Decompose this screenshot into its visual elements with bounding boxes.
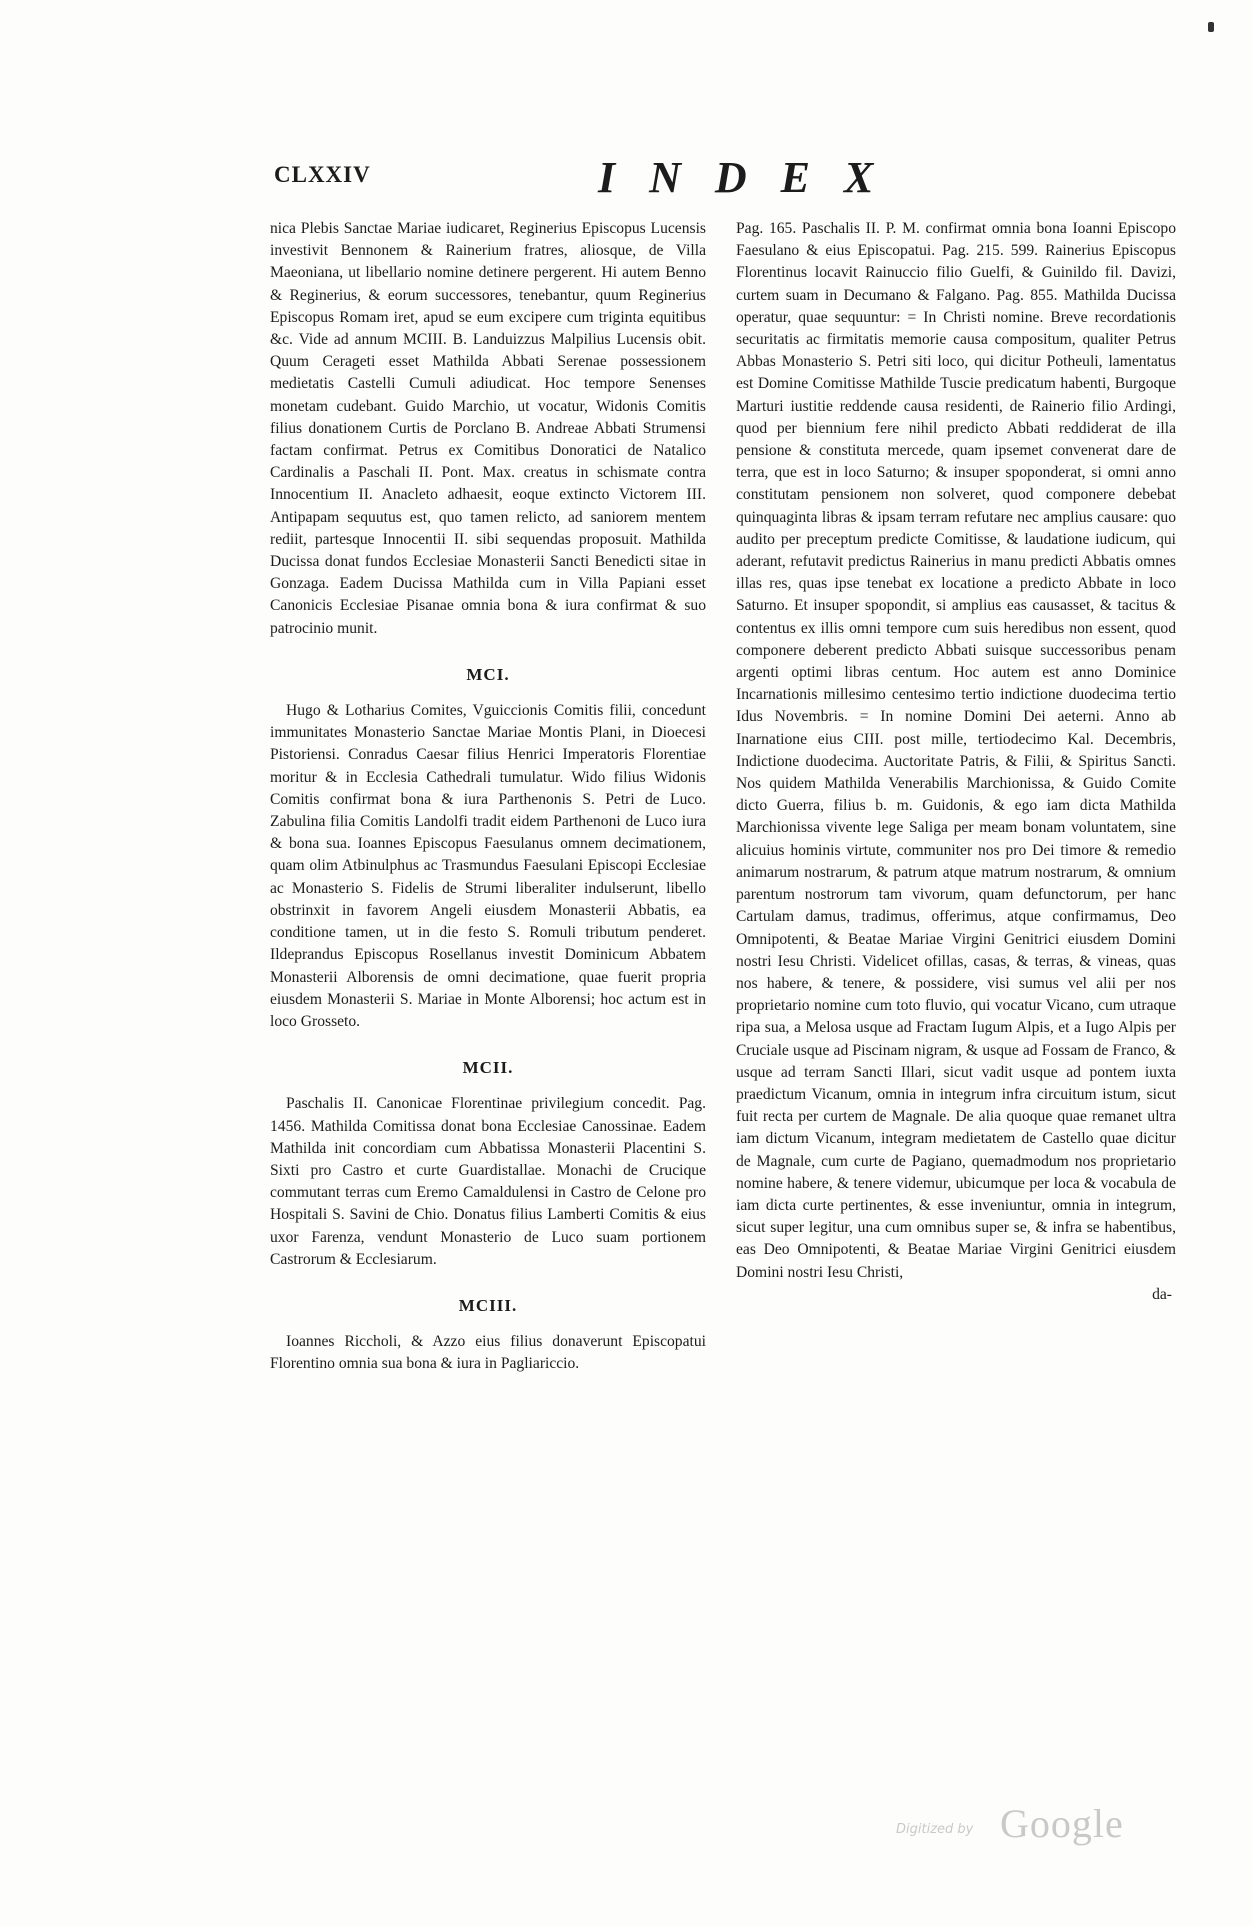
right-column — [736, 218, 1176, 1306]
year-paragraph-mci: Hugo & Lotharius Comites, Vguiccionis Comitis filii, concedunt immunitates Monasterio Sanctae Mariae Montis Plani, in Dioecesi Pistoriensi. Conradus Caesar filius Henrici Imperatoris Florentiae moritur & in Ecclesia Cathedrali tumulatur. Wido filius Widonis Comitis confirmat bona & iura Parthenonis S. Petri de Luco. Zabulina filia Comitis Landolfi tradit eidem Parthenoni de Luco iura & bona sua. Ioannes Episcopus Faesulanus omnem decimationem, quam olim Atbinulphus ac Trasmundus Faesulani Episcopi Ecclesiae ac Monasterio S. Fidelis de Strumi liberaliter indulserunt, libello obstrinxit in favorem Angeli eiusdem Monasterii Abbatis, ea conditione tamen, ut in die festo S. Romuli tributum penderet. Ildeprandus Episcopus Rosellanus investit Dominicum Abbatem Monasterii Alborensis de omni decimatione, quae fuerit propria eiusdem Monasterii S. Mariae in Monte Alborensi; hoc actum est in loco Grosseto. — [270, 702, 706, 1030]
page-title: INDEX — [598, 153, 908, 202]
running-head — [248, 153, 988, 208]
google-logo: Google — [1000, 1801, 1124, 1846]
scan-mark — [1208, 22, 1214, 32]
year-paragraph-mciii: Ioannes Riccholi, & Azzo eius filius donaverunt Episcopatui Florentino omnia sua bona & iura in Pagliariccio. — [270, 1333, 706, 1373]
page-number: CLXXIV — [274, 162, 371, 187]
year-heading-mciii: MCIII. — [458, 1295, 518, 1315]
right-column-paragraph: Pag. 165. Paschalis II. P. M. confirmat omnia bona Ioanni Episcopo Faesulano & eius Episcopatui. Pag. 215. 599. Rainerius Episcopus Florentinus locavit Rainuccio filio Guelfi, & Guinildo fil. Davizi, curtem suam in Decumano & Falgano. Pag. 855. Mathilda Ducissa operatur, quae sequuntur: = In Christi nomine. Breve recordationis securitatis ac firmitatis memorie causa compositum, qualiter Petrus Abbas Monasterio S. Petri siti loco, qui dicitur Potheuli, lamentatus est Domine Comitisse Mathilde Tuscie predicatum habenti, Burgoque Marturi iustitie reddende causa residenti, de Rainerio filio Ardingi, quod per biennium fere nihil predicto Abbati reddiderat de illa pensione & constituta mercede, quam ipsemet convenerat dare de terra, que est in loco Saturno; & insuper spoponderat, si omni anno constitutam pensionem non solveret, quod componere debebat quinquaginta libras & ipsam terram refutare nec amplius causare: quo audito per preceptum predicte Comitisse, & laudatione iudicum, qui aderant, refutavit predictus Rainerius in manu predicti Abbatis omnes illas res, quas ipse tenebat ex locatione a predicto Abbate in loco Saturno. Et insuper spopondit, si amplius eas causasset, & tacitus & contentus ex illis omni tempore cum suis heredibus non essent, quod componere deberent predicto Abbati suisque successoribus penam argenti optimi libras centum. Hoc autem est anno Dominice Incarnationis millesimo centesimo tertio indictione duodecima tertio Idus Novembris. = In nomine Domini Dei aeterni. Anno ab Inarnatione eius CIII. post mille, tertiodecimo Kal. Decembris, Indictione duodecima. Auctoritate Patris, & Filii, & Spiritus Sancti. Nos quidem Mathilda Venerabilis Marchionissa, & Guido Comite dicto Guerra, filius b. m. Guidonis, & ego iam dicta Mathilda Marchionissa vivente lege Saliga per meam bonam voluntatem, sine alicuius hominis virtute, communiter nos pro Dei timore & remedio animarum nostrarum, & patrum atque matrum nostrarum, & omnium parentum nostrorum tam vivorum, quam defunctorum, per hanc Cartulam damus, tradimus, offerimus, atque confirmamus, Deo Omnipotenti, & Beatae Mariae Virgini Genitrici eiusdem Domini nostri Iesu Christi. Videlicet ofillas, casas, & terras, & vineas, quas nos habere, & tenere, & possidere, visi sumus vel alii per nos proprietario nomine cum toto fluvio, qui vocatur Vicano, cum utraque ripa sua, a Melosa usque ad Fractam Iugum Alpis, et a Iugo Alpis per Cruciale usque ad Piscinam nigram, & usque ad Fossam de Franco, & usque ad terram Sancti Illari, sicut vadit usque ad pontem iuxta praedictum Vicanum, omnia in integrum infra circuitum istum, sicut fuit recta per curtem de Magnale. De alia quoque quae remanet ultra iam dictum Vicanum, integram medietatem de Castello quae dicitur de Magnale, cum curte de Pagiano, quemadmodum nos proprietario nomine habere, & tenere videmur, ubicumque per loca & vocabula de iam dicta curte pertinentes, & esse inveniuntur, omnia in integrum, sicut super legitur, una cum omnibus super se, & infra se habentibus, eas Deo Omnipotenti, & Beatae Mariae Virgini Genitrici eiusdem Domini nostri Iesu Christi, — [736, 220, 1176, 1281]
left-column — [270, 218, 706, 1376]
year-paragraph-mcii: Paschalis II. Canonicae Florentinae privilegium concedit. Pag. 1456. Mathilda Comitissa donat bona Ecclesiae Canossinae. Eadem Mathilda init concordiam cum Abbatissa Monasterii Placentini S. Sixti pro Castro et curte Guardistallae. Monachi de Crucique commutant terras cum Eremo Camaldulensi in Castro de Celone pro Hospitali S. Savini de Chio. Donatus filius Lamberti Comitis & eius uxor Farenza, vendunt Monasterio de Luco suam portionem Castrorum & Ecclesiarum. — [270, 1095, 706, 1268]
year-heading-mcii: MCII. — [462, 1058, 514, 1078]
left-opening-paragraph: nica Plebis Sanctae Mariae iudicaret, Reginerius Episcopus Lucensis investivit Bennonem & Rainerium fratres, aliosque, de Villa Maeoniana, ut libellario nomine detinere pergerent. Hi autem Benno & Reginerius, & eorum successores, tenebantur, quum Reginerius Episcopus Romam iret, apud se eum excipere cum triginta equitibus &c. Vide ad annum MCIII. B. Landuizzus Malpilius Lucensis obit. Quum Cerageti esset Mathilda Abbati Serenae possessionem medietatis Castelli Cumuli adiudicat. Hoc tempore Senenses monetam cudebant. Guido Marchio, ut vocatur, Widonis Comitis filius donationem Curtis de Porclano B. Andreae Abbati Strumensi factam confirmat. Petrus ex Comitibus Donoratici de Natalico Cardinalis a Paschali II. Pont. Max. creatus in schismate contra Innocentium II. Anacleto adhaesit, eoque extincto Victorem III. Antipapam sequutus est, quo tamen relicto, ad saniorem mentem rediit, partesque Innocentii II. sibi sequendas proposuit. Mathilda Ducissa donat fundos Ecclesiae Monasterii Sancti Benedicti sitae in Gonzaga. Eadem Ducissa Mathilda cum in Villa Papiani esset Canonicis Ecclesiae Pisanae omnia bona & iura confirmat & suo patrocinio munit. — [270, 220, 706, 637]
catchword: da- — [1152, 1285, 1172, 1303]
watermark-prefix: Digitized by — [896, 1822, 974, 1837]
digitized-watermark — [896, 1800, 1166, 1850]
year-heading-mci: MCI. — [466, 664, 510, 684]
